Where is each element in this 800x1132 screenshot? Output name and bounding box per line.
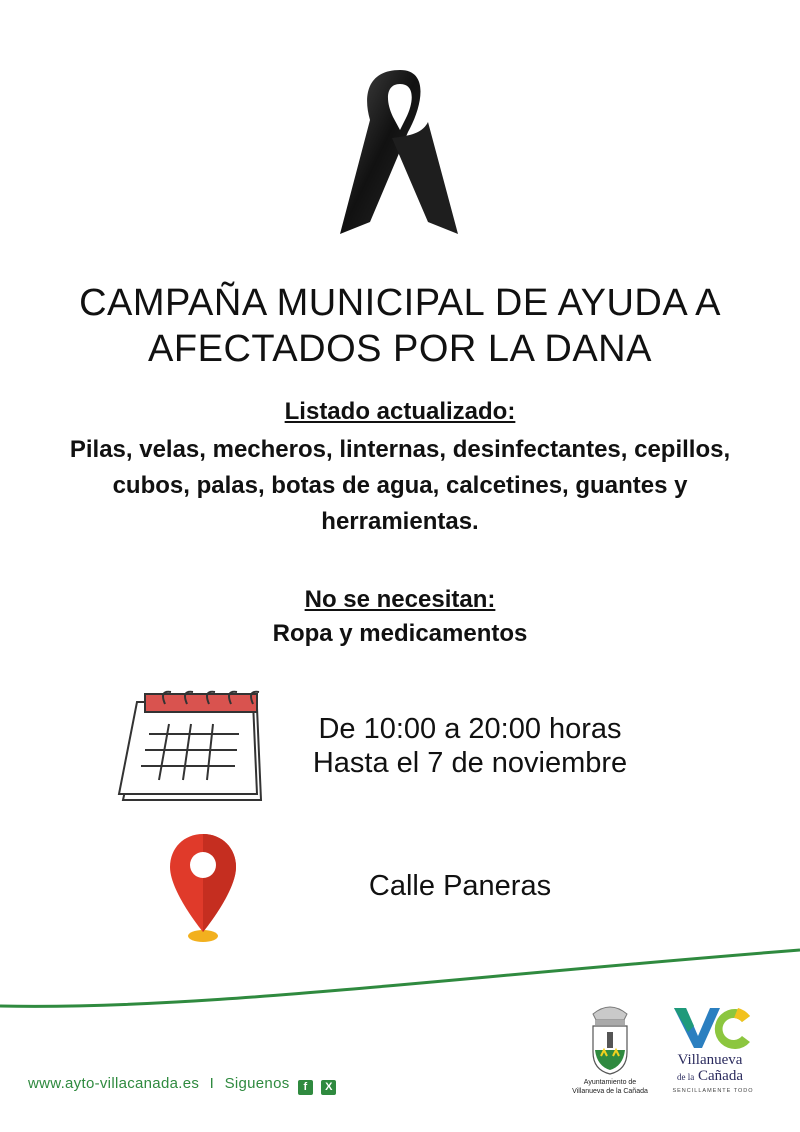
location-pin-icon — [168, 832, 238, 944]
x-icon[interactable]: X — [321, 1080, 336, 1095]
title-line-2: AFECTADOS POR LA DANA — [148, 328, 652, 370]
brand-line-2-prefix: de la — [677, 1072, 695, 1082]
not-needed-items: Ropa y medicamentos — [272, 620, 528, 647]
crest-line-1: Ayuntamiento de — [583, 1079, 637, 1086]
schedule — [270, 712, 670, 780]
not-needed-heading: No se necesitan: — [304, 586, 496, 613]
brand-tagline: SENCILLAMENTE TODO — [672, 1088, 754, 1094]
facebook-icon[interactable]: f — [298, 1080, 313, 1095]
needed-line-1: Pilas, velas, mecheros, linternas, desinfectantes, cepillos, — [69, 436, 731, 463]
needed-line-3: herramientas. — [321, 508, 479, 535]
page-title — [0, 280, 800, 372]
address: Calle Paneras — [368, 870, 552, 902]
brand-line-1: Villanueva — [677, 1052, 743, 1068]
schedule-hours: De 10:00 a 20:00 horas — [318, 713, 622, 745]
website-link[interactable]: www.ayto-villacanada.es — [28, 1075, 200, 1092]
crest-line-2: Villanueva de la Cañada — [572, 1088, 648, 1095]
vc-brand-name — [660, 1052, 760, 1085]
municipal-crest-caption — [560, 1078, 660, 1096]
calendar-icon — [115, 690, 265, 805]
footer-separator: I — [209, 1075, 215, 1092]
brand-line-2 — [660, 1068, 760, 1085]
needed-list — [10, 432, 790, 540]
municipal-crest-logo — [585, 1000, 635, 1078]
needed-line-2: cubos, palas, botas de agua, calcetines, guantes y — [112, 472, 688, 499]
black-ribbon-icon — [330, 62, 470, 242]
vc-brand-logo — [672, 1002, 752, 1050]
title-line-1: CAMPAÑA MUNICIPAL DE AYUDA A — [79, 282, 721, 324]
schedule-until: Hasta el 7 de noviembre — [312, 747, 628, 779]
needed-heading: Listado actualizado: — [284, 398, 516, 425]
brand-line-2-main: Cañada — [698, 1068, 743, 1084]
footer-website-bar — [28, 1075, 336, 1095]
follow-label: Siguenos — [224, 1075, 290, 1092]
